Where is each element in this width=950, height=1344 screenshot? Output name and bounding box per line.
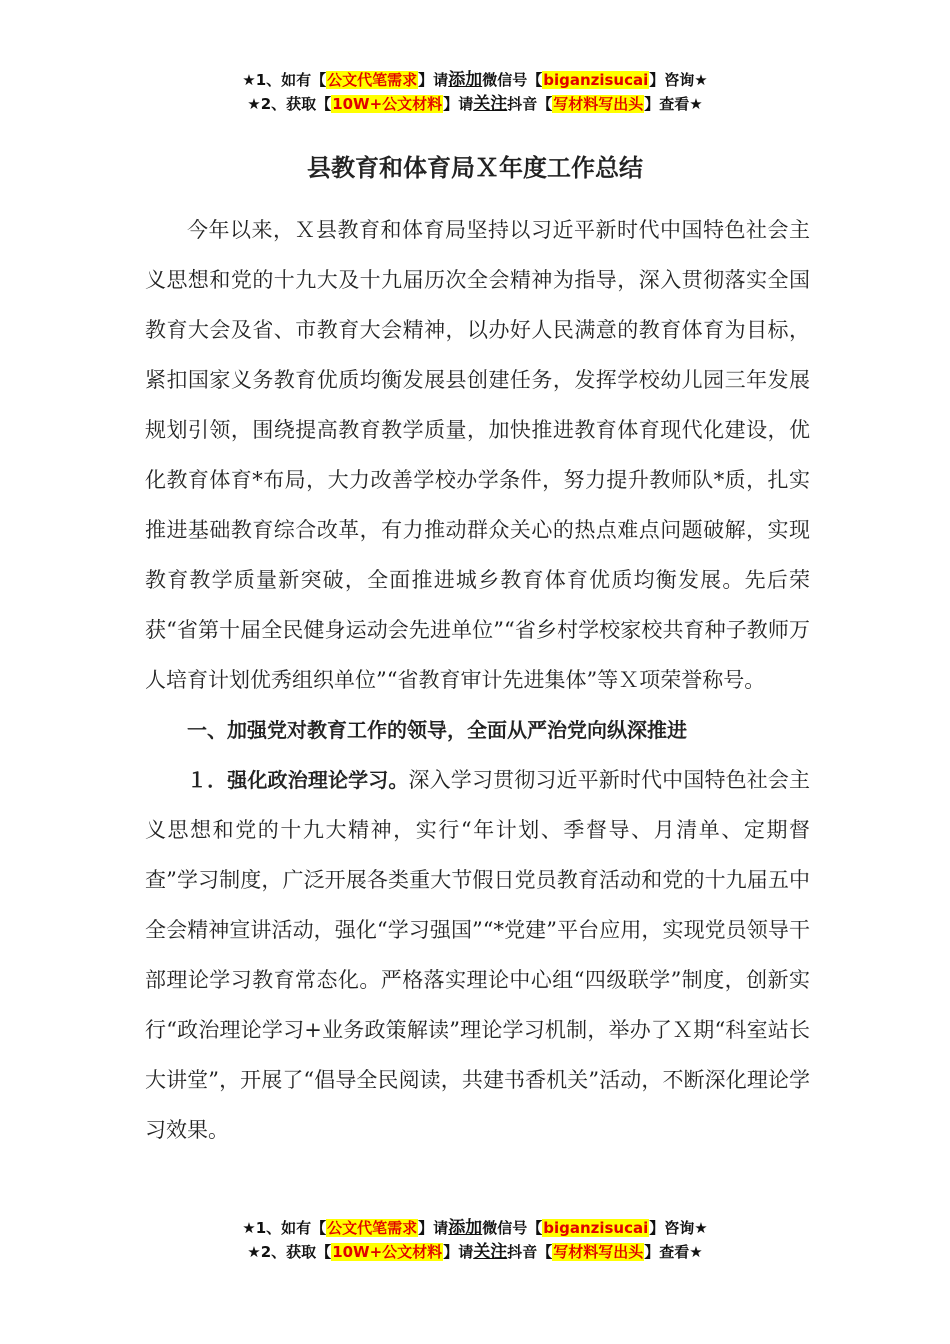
- item-paragraph-1: [145, 755, 810, 1155]
- banner-line-1: ★1、如有【公文代笔需求】请添加微信号【biganzisucai】咨询★: [242, 1218, 708, 1238]
- highlight-service: 公文代笔需求: [327, 1219, 418, 1237]
- intro-paragraph: 今年以来，Ｘ县教育和体育局坚持以习近平新时代中国特色社会主义思想和党的十九大及十九届历次全会精神为指导，深入贯彻落实全国教育大会及省、市教育大会精神，以办好人民满意的教育体育为目标，紧扣国家义务教育优质均衡发展县创建任务，发挥学校幼儿园三年发展规划引领，围绕提高教育教学质量，加快推进教育体育现代化建设，优化教育体育*布局，大力改善学校办学条件，努力提升教师队*质，扎实推进基础教育综合改革，有力推动群众关心的热点难点问题破解，实现教育教学质量新突破，全面推进城乡教育体育优质均衡发展。先后荣获“省第十届全民健身运动会先进单位”“省乡村学校家校共育种子教师万人培育计划优秀组织单位”“省教育审计先进集体”等Ｘ项荣誉称号。: [145, 218, 810, 692]
- banner-line-2: ★2、获取【10W+公文材料】请关注抖音【写材料写出头】查看★: [247, 1242, 703, 1262]
- document-title: 县教育和体育局Ｘ年度工作总结: [307, 154, 643, 182]
- highlight-douyin-account: 写材料写出头: [553, 95, 644, 113]
- highlight-douyin-account: 写材料写出头: [553, 1243, 644, 1261]
- document-body: [145, 205, 810, 1155]
- bottom-banner: [0, 1216, 950, 1264]
- highlight-wechat-id: biganzisucai: [543, 71, 649, 89]
- highlight-service: 公文代笔需求: [327, 71, 418, 89]
- item-body-1: 深入学习贯彻习近平新时代中国特色社会主义思想和党的十九大精神，实行“年计划、季督导、月清单、定期督查”学习制度，广泛开展各类重大节假日党员教育活动和党的十九届五中全会精神宣讲活动，强化“学习强国”“*党建”平台应用，实现党员领导干部理论学习教育常态化。严格落实理论中心组“四级联学”制度，创新实行“政治理论学习+业务政策解读”理论学习机制，举办了Ｘ期“科室站长大讲堂”，开展了“倡导全民阅读，共建书香机关”活动，不断深化理论学习效果。: [145, 768, 811, 1142]
- highlight-wechat-id: biganzisucai: [543, 1219, 649, 1237]
- banner-line-1: ★1、如有【公文代笔需求】请添加微信号【biganzisucai】咨询★: [242, 70, 708, 90]
- highlight-materials: 10W+公文材料: [332, 95, 443, 113]
- section-heading-1: 一、加强党对教育工作的领导，全面从严治党向纵深推进: [187, 718, 687, 742]
- banner-line-2: ★2、获取【10W+公文材料】请关注抖音【写材料写出头】查看★: [247, 94, 703, 114]
- item-lead-1: １．强化政治理论学习。: [187, 768, 409, 792]
- highlight-materials: 10W+公文材料: [332, 1243, 443, 1261]
- top-banner: [0, 68, 950, 116]
